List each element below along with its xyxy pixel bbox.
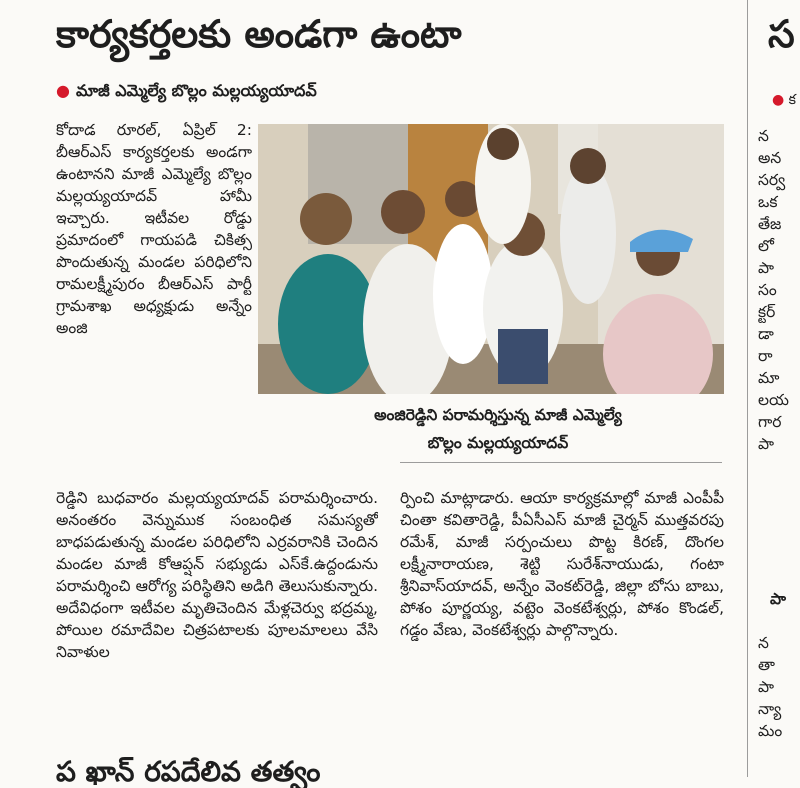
byline-text: మాజీ ఎమ్మెల్యే బొల్లం మల్లయ్యయాదవ్ xyxy=(75,81,317,100)
adjacent-column xyxy=(758,125,800,455)
caption-line-2: బొల్లం మల్లయ్యయాదవ్ xyxy=(427,434,569,452)
adjacent-line: ఒక xyxy=(758,193,778,211)
adjacent-line: మా xyxy=(758,369,780,387)
adjacent-line: అన xyxy=(758,149,782,167)
article-byline xyxy=(56,80,746,102)
column-1-text: కోదాడ రూరల్, ఏప్రిల్ 2: బీఆర్ఎస్ కార్యకర్తలకు అండగా ఉంటానని మాజీ ఎమ్మెల్యే బొల్లం మల్లయ్యయాదవ్ హామీ ఇచ్చారు. ఇటీవల రోడ్డు ప్రమాదంలో గాయపడి చికిత్స పొందుతున్న మండల పరిధిలోని రామలక్ష్మీపురం బీఆర్ఎస్ పార్టీ గ్రామశాఖ అధ్యక్షుడు అన్నేం అంజి xyxy=(56,121,252,337)
article-column-3 xyxy=(400,487,724,745)
adjacent-line: పా xyxy=(758,435,774,453)
adjacent-line: న్యా xyxy=(758,700,782,718)
adjacent-bullet-icon: ● xyxy=(772,92,785,108)
adjacent-line: పా xyxy=(758,259,774,277)
adjacent-line: న xyxy=(758,127,769,145)
adjacent-line: తా xyxy=(758,656,775,674)
adjacent-byline xyxy=(772,92,796,111)
caption-line-1: అంజిరెడ్డిని పరామర్శిస్తున్న మాజీ ఎమ్మెల్యే xyxy=(374,406,622,424)
article-column-1 xyxy=(56,119,252,484)
adjacent-line: మం xyxy=(758,722,783,740)
adjacent-line: క్టర్ xyxy=(758,303,776,321)
column-3-text: ర్పించి మాట్లాడారు. ఆయా కార్యక్రమాల్లో మాజీ ఎంపీపీ చింతా కవితారెడ్డి, పీఏసీఎస్ మాజీ చైర్మన్ ముత్తవరపు రమేశ్, మాజీ సర్పంచులు పొట్ట కిరణ్, దొంగల లక్ష్మీనారాయణ, శెట్టి సురేశ్‌నాయుడు, గంటా శ్రీనివాస్‌యాదవ్, అన్నేం వెంకట్‌రెడ్డి, జిల్లా బోసు బాబు, పోశం పూర్ణయ్య, వట్టెం వెంకటేశ్వర్లు, పోశం కొండల్, గడ్డం వేణు, వెంకటేశ్వర్లు పాల్గొన్నారు. xyxy=(400,489,724,639)
adjacent-line: లో xyxy=(758,237,774,255)
adjacent-line: రా xyxy=(758,347,773,365)
photo-caption xyxy=(318,401,678,457)
red-bullet-icon: ● xyxy=(56,81,70,100)
adjacent-column-2 xyxy=(758,632,800,742)
column-2-text: రెడ్డిని బుధవారం మల్లయ్యయాదవ్ పరామర్శించారు. అనంతరం వెన్నుముక సంబంధిత సమస్యతో బాధపడుతున్న మండల పరిధిలోని ఎర్రవరానికి చెందిన మండల మాజీ కోఆప్షన్ సభ్యుడు ఎస్‌కే.ఉద్దండును పరామర్శించి ఆరోగ్య పరిస్థితిని అడిగి తెలుసుకున్నారు. అదేవిధంగా ఇటీవల మృతిచెందిన మేళ్లచెర్వు భద్రమ్మ, పోయిల రమాదేవిల చిత్రపటాలకు పూలమాలలు వేసి నివాళుల xyxy=(56,489,378,661)
next-article-headline: ప ఖాన్ రపదేలివ తత్వం xyxy=(56,755,321,788)
adjacent-line: గార xyxy=(758,413,782,431)
adjacent-line: లయ xyxy=(758,391,789,409)
article-photo xyxy=(258,124,724,394)
photo-illustration xyxy=(258,124,724,394)
adjacent-byline-text: క xyxy=(788,92,796,108)
caption-divider xyxy=(400,462,722,463)
adjacent-subhead: పా xyxy=(770,590,786,608)
adjacent-line: డా xyxy=(758,325,774,343)
article-column-2 xyxy=(56,487,378,745)
article-headline: కార్యకర్తలకు అండగా ఉంటా xyxy=(56,12,462,56)
adjacent-line: పా xyxy=(758,678,774,696)
adjacent-article xyxy=(754,0,800,777)
adjacent-line: తేజ xyxy=(758,215,782,233)
column-divider xyxy=(747,0,748,777)
adjacent-line: సం xyxy=(758,281,777,299)
adjacent-line: న xyxy=(758,634,769,652)
adjacent-line: సర్వ xyxy=(758,171,786,189)
adjacent-headline: స xyxy=(768,12,795,56)
